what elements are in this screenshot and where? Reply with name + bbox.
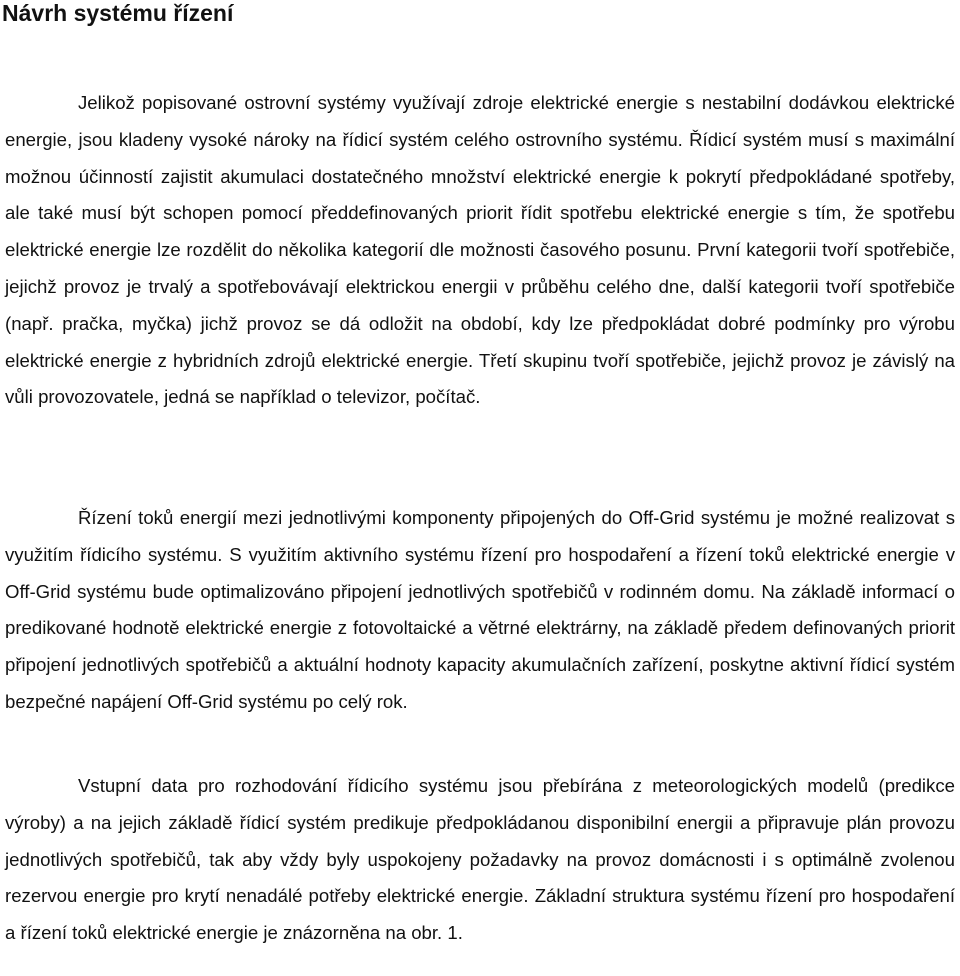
paragraph-island-systems: Jelikož popisované ostrovní systémy využívají zdroje elektrické energie s nestabilní dodávkou elektrické energie, jsou kladeny vysoké nároky na řídicí systém celého ostrovního systému. Řídicí systém musí s maximální možnou účinností zajistit akumulaci dostatečného množství elektrické energie k pokrytí předpokládané spotřeby, ale také musí být schopen pomocí předdefinovaných priorit řídit spotřebu elektrické energie s tím, že spotřebu elektrické energie lze rozdělit do několika kategorií dle možnosti časového posunu. První kategorii tvoří spotřebiče, jejichž provoz je trvalý a spotřebovávají elektrickou energii v průběhu celého dne, další kategorii tvoří spotřebiče (např. pračka, myčka) jichž provoz se dá odložit na období, kdy lze předpokládat dobré podmínky pro výrobu elektrické energie z hybridních zdrojů elektrické energie. Třetí skupinu tvoří spotřebiče, jejichž provoz je závislý na vůli provozovatele, jedná se například o televizor, počítač.	[5, 92, 955, 408]
section-heading: Návrh systému řízení	[2, 0, 234, 26]
paragraph-energy-flow-control: Řízení toků energií mezi jednotlivými komponenty připojených do Off-Grid systému je možné realizovat s využitím řídicího systému. S využitím aktivního systému řízení pro hospodaření a řízení toků elektrické energie v Off-Grid systému bude optimalizováno připojení jednotlivých spotřebičů v rodinném domu. Na základě informací o predikované hodnotě elektrické energie z fotovoltaické a větrné elektrárny, na základě předem definovaných priorit připojení jednotlivých spotřebičů a aktuální hodnoty kapacity akumulačních zařízení, poskytne aktivní řídicí systém bezpečné napájení Off-Grid systému po celý rok.	[5, 507, 955, 712]
paragraph-input-data: Vstupní data pro rozhodování řídicího systému jsou přebírána z meteorologických modelů (predikce výroby) a na jejich základě řídicí systém predikuje předpokládanou disponibilní energii a připravuje plán provozu jednotlivých spotřebičů, tak aby vždy byly uspokojeny požadavky na provoz domácnosti i s optimálně zvolenou rezervou energie pro krytí nenadálé potřeby elektrické energie. Základní struktura systému řízení pro hospodaření a řízení toků elektrické energie je znázorněna na obr. 1.	[5, 775, 955, 944]
